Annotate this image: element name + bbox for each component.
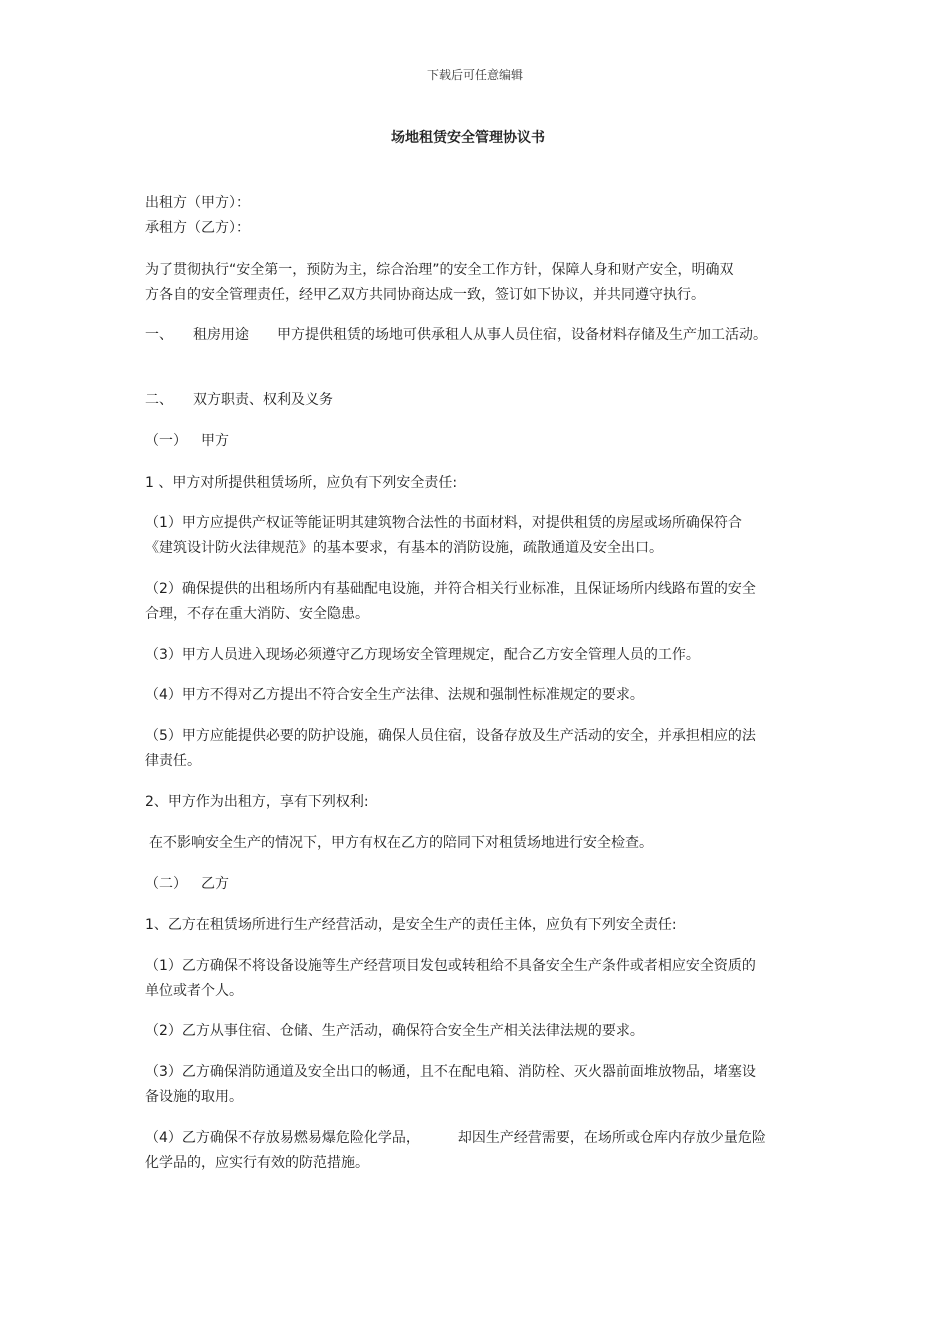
- part-b-item-1-line-1: （1）乙方确保不将设备设施等生产经营项目发包或转租给不具备安全生产条件或者相应安全资质的: [145, 958, 756, 974]
- part-b-label: （二）: [145, 876, 187, 892]
- part-a-item-2-line-2: 合理，不存在重大消防、安全隐患。: [145, 606, 369, 622]
- part-b-item-1-line-2: 单位或者个人。: [145, 983, 243, 999]
- part-a-item-4: （4）甲方不得对乙方提出不符合安全生产法律、法规和强制性标准规定的要求。: [145, 687, 644, 703]
- part-a-name: 甲方: [201, 433, 229, 449]
- part-b-name: 乙方: [201, 876, 229, 892]
- part-b-item-3-line-2: 备设施的取用。: [145, 1089, 243, 1105]
- section-1-heading: 租房用途: [193, 327, 249, 343]
- part-a-heading: [145, 432, 229, 450]
- part-a-rights-intro: 2、甲方作为出租方，享有下列权利:: [145, 794, 369, 810]
- part-b-item-4-line-2: 化学品的，应实行有效的防范措施。: [145, 1155, 369, 1171]
- part-b-item-4-continuation: 却因生产经营需要，在场所或仓库内存放少量危险: [457, 1130, 766, 1146]
- section-1-number: 一、: [145, 327, 173, 343]
- section-2: [145, 391, 333, 409]
- part-a-duty-intro: 1 、甲方对所提供租赁场所，应负有下列安全责任:: [145, 475, 458, 491]
- part-b-item-2: （2）乙方从事住宿、仓储、生产活动，确保符合安全生产相关法律法规的要求。: [145, 1023, 644, 1039]
- part-b-heading: [145, 875, 229, 893]
- section-2-number: 二、: [145, 392, 173, 408]
- part-a-item-1-line-2: 《建筑设计防火法律规范》的基本要求，有基本的消防设施，疏散通道及安全出口。: [145, 540, 663, 556]
- lessee-line: 承租方（乙方）：: [145, 220, 250, 236]
- part-b-item-4-start: （4）乙方确保不存放易燃易爆危险化学品，: [145, 1130, 420, 1146]
- part-a-label: （一）: [145, 433, 187, 449]
- part-a-item-5-line-2: 律责任。: [145, 753, 201, 769]
- lessor-line: 出租方（甲方）：: [145, 195, 250, 211]
- part-b-item-3-line-1: （3）乙方确保消防通道及安全出口的畅通，且不在配电箱、消防栓、灭火器前面堆放物品，堵塞设: [145, 1064, 756, 1080]
- intro-line-2: 方各自的安全管理责任，经甲乙双方共同协商达成一致，签订如下协议，并共同遵守执行。: [145, 287, 705, 303]
- section-1-text: 甲方提供租赁的场地可供承租人从事人员住宿，设备材料存储及生产加工活动。: [277, 327, 767, 343]
- part-a-item-3: （3）甲方人员进入现场必须遵守乙方现场安全管理规定，配合乙方安全管理人员的工作。: [145, 647, 700, 663]
- section-1: [145, 326, 767, 344]
- intro-line-1: 为了贯彻执行“安全第一，预防为主，综合治理”的安全工作方针，保障人身和财产安全，明确双: [145, 262, 734, 278]
- part-b-item-4-line-1: [145, 1129, 766, 1147]
- document-title: 场地租赁安全管理协议书: [391, 130, 545, 146]
- page-header: 下载后可任意编辑: [426, 68, 523, 82]
- part-a-item-2-line-1: （2）确保提供的出租场所内有基础配电设施，并符合相关行业标准，且保证场所内线路布置的安全: [145, 581, 756, 597]
- part-a-rights-text: 在不影响安全生产的情况下，甲方有权在乙方的陪同下对租赁场地进行安全检查。: [149, 835, 653, 851]
- part-a-item-5-line-1: （5）甲方应能提供必要的防护设施，确保人员住宿，设备存放及生产活动的安全，并承担相应的法: [145, 728, 756, 744]
- part-a-item-1-line-1: （1）甲方应提供产权证等能证明其建筑物合法性的书面材料，对提供租赁的房屋或场所确保符合: [145, 515, 742, 531]
- part-b-duty-intro: 1、乙方在租赁场所进行生产经营活动，是安全生产的责任主体，应负有下列安全责任:: [145, 917, 677, 933]
- section-2-heading: 双方职责、权利及义务: [193, 392, 333, 408]
